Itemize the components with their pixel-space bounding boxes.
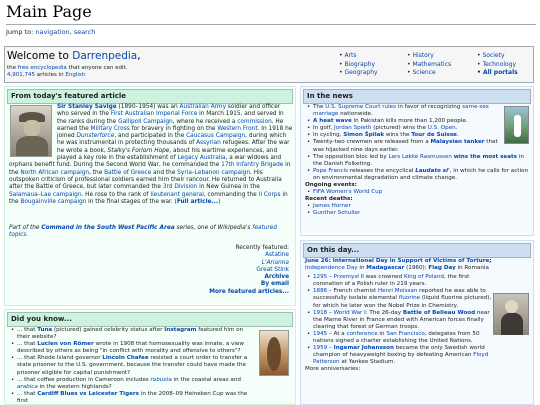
anniversary-text: , the first coronation of a Polish ruler in 219 years. [313, 274, 470, 288]
tfa-link[interactable]: Western Front [217, 125, 258, 132]
tfa-text: ) [218, 198, 221, 205]
tfa-text: . He rose to the rank of [81, 191, 151, 198]
news-text: that was hijacked nine days earlier. [313, 139, 498, 153]
news-text: . [456, 132, 459, 139]
tfa-link[interactable]: lieutenant general [150, 191, 204, 198]
recent-deaths: Recent deaths: [305, 196, 353, 203]
tfa-link[interactable]: commission [237, 118, 272, 125]
tfa-link[interactable]: Dunsterforce [76, 133, 115, 140]
tfa-text: , where he received a [172, 118, 238, 125]
did-you-know-content [9, 327, 257, 405]
stanley-savige-portrait[interactable] [10, 105, 52, 157]
death-link[interactable]: Gunther Schuller [313, 210, 361, 217]
tfa-text: , the [89, 169, 105, 176]
jump-search-link[interactable]: search [73, 28, 96, 36]
news-link[interactable]: Tour de Suisse [411, 132, 457, 139]
news-link[interactable]: Jordan Spieth [334, 125, 372, 132]
welcome-subtitle [7, 65, 127, 72]
anniversary-text: near the Marne River in France ended with American forces finally clearing that forest of German troops. [313, 309, 490, 330]
dyk-text: in the 2008–09 Heineken Cup was the first [17, 390, 248, 404]
news-item [305, 168, 531, 182]
anniversary-text: – [327, 274, 334, 281]
jump-navigation-link[interactable]: navigation [35, 28, 70, 36]
anniversary-text: was crowned [363, 274, 404, 281]
year-link[interactable]: 1959 [313, 345, 328, 352]
language-link[interactable]: English [65, 72, 86, 78]
welcome-sub-suffix: that anyone can edit. [66, 65, 128, 71]
anniversary-text: – French chemist [327, 288, 378, 295]
site-name-link[interactable]: Darrenpedia [72, 50, 138, 62]
tfa-link[interactable]: First Australian Imperial Force [110, 111, 198, 118]
in-the-news-heading: In the news [303, 89, 531, 104]
dyk-item [9, 327, 257, 341]
welcome-banner [4, 46, 534, 83]
on-this-day-box [300, 240, 534, 405]
anniversary-text: : The 26-day [365, 309, 403, 316]
on-this-day-heading: On this day... [303, 243, 531, 258]
year-link[interactable]: 1295 [313, 274, 328, 281]
news-text: The opposition bloc led by [313, 153, 389, 160]
tfa-link[interactable]: Battle of Greece [104, 169, 152, 176]
dyk-text: ... that [17, 390, 38, 397]
news-link[interactable]: U.S. Open [427, 125, 456, 132]
on-this-day-content [305, 258, 531, 374]
featured-series-link[interactable]: Command in the South West Pacific Area [41, 225, 175, 231]
dyk-text: in the western highlands? [37, 383, 112, 390]
welcome-suffix: , [137, 50, 141, 62]
portal-link-all-portals[interactable]: • All portals [477, 69, 518, 78]
portal-link-geography[interactable]: • Geography [339, 69, 378, 78]
tfa-text: and the [151, 169, 178, 176]
news-text: in the Danish Folketing. [313, 153, 524, 167]
tfa-link[interactable]: Legacy Australia [177, 155, 226, 162]
by-email-link[interactable]: By email [260, 281, 289, 288]
tfa-text: . His outspoken criticism of professional soldiers earned him their rancour. He returned to Australia after the Battle of Greece, but later commanded the [9, 169, 282, 191]
otd-text: in [357, 265, 367, 272]
observance-link[interactable]: Independence Day [305, 265, 358, 272]
news-text: . [455, 125, 458, 132]
dyk-text: ... that Rhode Island governor [17, 355, 103, 362]
anniversary-link[interactable]: King of Poland [403, 274, 444, 281]
tfa-text: in the [9, 162, 291, 176]
news-text: in Pakistan kills more than 1,200 people. [351, 118, 468, 125]
news-link[interactable]: same-sex marriage [313, 104, 489, 118]
article-count [7, 72, 85, 79]
anniversary-text: , delegates from 50 nations signed a charter establishing the United Nations. [313, 330, 480, 345]
anniversary-link[interactable]: conference [346, 330, 378, 337]
news-text: The [313, 104, 326, 110]
news-text: nationwide. [338, 111, 373, 118]
archive-link[interactable]: Archive [264, 274, 289, 281]
tfa-link[interactable]: Gallipoli Campaign [118, 118, 173, 125]
year-link[interactable]: 1918 [313, 309, 328, 316]
ongoing-events: Ongoing events: [305, 182, 357, 189]
portal-link-society[interactable]: • Society [477, 52, 518, 61]
otd-text: (1960); [404, 265, 429, 272]
anniversary-item [305, 331, 493, 345]
tfa-text: in the [9, 191, 288, 205]
recently-featured [209, 245, 289, 296]
tfa-foot-text: . [26, 232, 29, 239]
anniversary-text: in [377, 330, 387, 337]
list-item [305, 189, 531, 196]
country-link[interactable]: Madagascar [366, 265, 405, 272]
title-divider [6, 24, 536, 25]
anniversary-link[interactable]: Floyd Patterson [313, 352, 489, 366]
portal-link-science[interactable]: • Science [407, 69, 451, 78]
tfa-text: (1890–1954) was an [116, 104, 180, 110]
anniversary-link[interactable]: San Francisco [386, 330, 425, 337]
dyk-link[interactable]: Cardiff Blues vs Leicester Tigers [37, 390, 139, 397]
otd-text: in Romania [455, 265, 489, 272]
tfa-book-title: Stalky's Forlorn Hope [107, 147, 170, 154]
jump-links [6, 28, 95, 36]
portal-column-1 [339, 52, 378, 78]
recently-featured-label: Recently featured: [235, 245, 289, 251]
news-text: Twenty-two crewmen are released from a [313, 139, 431, 146]
tfa-link[interactable]: Australian Army [179, 104, 227, 110]
tfa-link[interactable]: North African campaign [20, 169, 90, 176]
anniversary-text: at Yankee Stadium. [339, 359, 396, 366]
featured-article-text [9, 104, 293, 206]
anniversary-link[interactable]: Ingemar Johansson [333, 345, 394, 352]
anniversaries-list [305, 274, 531, 366]
tfa-text: in the final stages of the war. ( [86, 198, 177, 205]
recent-article-link[interactable]: L'Arianna [261, 259, 289, 266]
anniversary-link[interactable]: Battle of Belleau Wood [402, 309, 476, 316]
did-you-know-box [4, 309, 296, 405]
tfa-link[interactable]: Caucasus Campaign [186, 133, 246, 140]
anniversary-link[interactable]: Przemysł II [333, 274, 364, 281]
tfa-text: , and participated in the [114, 133, 187, 140]
anniversary-item [305, 310, 493, 331]
portal-link-technology[interactable]: • Technology [477, 61, 518, 70]
dyk-link[interactable]: arabica [17, 383, 38, 390]
tfa-link[interactable]: Syria–Lebanon campaign [177, 169, 251, 176]
free-encyclopedia-link[interactable]: free encyclopedia [17, 65, 67, 71]
news-text: releases the encyclical [348, 167, 416, 174]
dyk-link[interactable]: Lucien von Römer [37, 341, 94, 348]
jump-label: Jump to: [6, 28, 36, 36]
list-item [305, 210, 531, 217]
dyk-text: ... that [17, 341, 38, 348]
news-text: wins the [384, 132, 412, 139]
page-title: Main Page [6, 2, 92, 21]
tfa-text: soldier and officer who served in the [57, 104, 281, 118]
ongoing-event-link[interactable]: FIFA Women's World Cup [313, 189, 383, 196]
portal-column-2 [407, 52, 451, 78]
news-item [305, 104, 531, 118]
tfa-link[interactable]: II Corps [258, 191, 281, 198]
featured-subject-link[interactable]: Sir Stanley Savige [57, 104, 117, 110]
news-item [305, 154, 531, 168]
more-anniversaries: More anniversaries: [305, 366, 361, 373]
recent-article-link[interactable]: Great Stink [256, 266, 289, 273]
dyk-text: featured him on their website? [17, 327, 244, 341]
article-count-link[interactable]: 4,901,745 [7, 72, 35, 78]
date-observances [305, 258, 531, 272]
tfa-foot-text: Part of the [9, 225, 42, 231]
featured-topic-note [9, 225, 293, 240]
jump-separator: , [69, 28, 74, 36]
news-text: In golf, [313, 125, 335, 132]
anniversary-item [305, 274, 493, 288]
anniversary-item [305, 345, 493, 366]
news-content [305, 104, 531, 218]
portal-link-mathematics[interactable]: • Mathematics [407, 61, 451, 70]
news-text: , in which he calls for action on environmental degradation and climate change. [313, 167, 529, 181]
anniversary-text: – At a [327, 330, 347, 337]
tfa-link[interactable]: 3rd Division [162, 184, 198, 191]
year-link[interactable]: 1886 [313, 288, 328, 295]
news-text: In cycling, [313, 132, 344, 139]
tfa-link[interactable]: Military Cross [90, 125, 130, 132]
dyk-item [9, 341, 257, 355]
featured-topics-link[interactable]: featured topics [9, 225, 278, 239]
tfa-link[interactable]: Salamaua–Lae campaign [9, 191, 82, 198]
tfa-text: . He earned the [57, 118, 284, 132]
tuna-dog-photo[interactable] [259, 330, 289, 376]
anniversary-link[interactable]: fluorine [398, 295, 421, 302]
tfa-text: for bravery in fighting on the [129, 125, 218, 132]
dyk-text: in the coastal areas and [171, 376, 241, 383]
dyk-text: (pictured) gained celebrity status after [52, 327, 165, 333]
portal-link-arts[interactable]: • Arts [339, 52, 378, 61]
anniversary-text: – [327, 345, 334, 352]
tfa-text: in March 1915, and served in the ranks during the [57, 111, 284, 125]
observance-link[interactable]: International Day in Support of Victims of Torture [332, 258, 490, 264]
tfa-text: . In 1918 he joined [57, 125, 293, 140]
anniversary-link[interactable]: Henri Moissan [377, 288, 418, 295]
news-link[interactable]: Lars Løkke Rasmussen [388, 153, 452, 160]
news-link[interactable]: U.S. Supreme Court rules [325, 104, 396, 110]
observance-link[interactable]: Flag Day [428, 265, 456, 272]
featured-article-box [4, 86, 296, 306]
dyk-item [9, 391, 257, 405]
welcome-title [7, 50, 141, 63]
tfa-link[interactable]: Assyrian [196, 140, 221, 147]
dyk-list [9, 327, 257, 405]
article-count-suffix: articles in [35, 72, 66, 78]
tfa-link[interactable]: Bougainville campaign [20, 198, 87, 205]
dyk-link[interactable]: Lincoln Chafee [102, 355, 149, 362]
news-item [305, 132, 531, 139]
dyk-text: wrote in 1908 that homosexuality was innate, a view described by others as being "in conflict with morality and offensive to others"? [17, 341, 244, 355]
death-link[interactable]: James Horner [313, 203, 351, 210]
dyk-item [9, 377, 257, 391]
recent-deaths-label: Recent deaths [305, 196, 351, 203]
in-the-news-box [300, 86, 534, 236]
portal-link-biography[interactable]: • Biography [339, 61, 378, 70]
otd-text: : [328, 258, 333, 264]
otd-text: ; [489, 258, 492, 264]
news-link[interactable]: A heat wave [313, 118, 352, 125]
welcome-prefix: Welcome to [7, 50, 73, 62]
news-link[interactable]: Laudato si' [415, 167, 450, 174]
news-item [305, 139, 531, 153]
did-you-know-heading: Did you know... [7, 312, 293, 327]
anniversary-text: reported he was able to successfully isolate elemental [313, 288, 486, 302]
news-link[interactable]: Pope Francis [313, 167, 348, 174]
tfa-text: in New Guinea in the [197, 184, 260, 191]
dyk-text: resisted a court order to transfer a state prisoner to the U.S. government, because the transfer could have made the prisoner eligible for capital punishment? [17, 355, 248, 376]
dyk-item [9, 355, 257, 376]
ongoing-events-label: Ongoing events [305, 182, 355, 189]
dyk-text: ... that [17, 327, 38, 333]
portal-column-3 [477, 52, 518, 78]
anniversary-link[interactable]: World War I [333, 309, 366, 316]
dyk-link[interactable]: Tuna [37, 327, 53, 333]
featured-article-heading: From today's featured article [7, 89, 293, 104]
ongoing-list [305, 189, 531, 196]
tfa-text: , about his wartime experiences, and played a key role in the establishment of [57, 147, 278, 162]
tfa-text: , commanding the [203, 191, 259, 198]
news-link[interactable]: Simon Špilak [343, 132, 385, 139]
tfa-text: refugees. After the war he wrote a book, [57, 140, 290, 154]
tfa-text: , a war widows and orphans benefit fund. During the Second World War, he commanded the [9, 155, 282, 169]
deaths-list [305, 203, 531, 217]
year-link[interactable]: 1945 [313, 330, 328, 337]
tfa-link[interactable]: 17th Infantry Brigade [221, 162, 284, 169]
anniversary-item [305, 288, 493, 309]
news-text: in favor of recognizing [396, 104, 463, 110]
recent-article-link[interactable]: Astatine [265, 252, 289, 259]
news-list [305, 104, 531, 182]
anniversary-text: became the only Swedish world champion of heavyweight boxing by defeating American [313, 345, 485, 359]
news-text: (pictured) wins the [371, 125, 428, 132]
news-link[interactable]: wins the most seats [453, 153, 517, 160]
anniversary-text: (liquid fluorine pictured), for which he later won the Nobel Prize in Chemistry. [313, 295, 492, 309]
portal-link-history[interactable]: • History [407, 52, 451, 61]
list-item [305, 203, 531, 210]
tfa-text: , during which he was instrumental in protecting thousands of [57, 133, 287, 147]
news-item [305, 118, 531, 125]
more-featured-articles-link[interactable]: More featured articles... [209, 288, 289, 295]
tfa-foot-text: series, one of Wikipedia's [174, 225, 253, 231]
date-link[interactable]: June 26 [305, 258, 329, 264]
dyk-link[interactable]: robusta [150, 376, 172, 383]
full-article-link[interactable]: Full article... [176, 198, 219, 205]
news-link[interactable]: Malaysian tanker [430, 139, 485, 146]
dyk-text: ... that coffee production in Cameroon includes [17, 376, 151, 383]
dyk-link[interactable]: Instagram [164, 327, 197, 333]
anniversary-text: – [327, 309, 334, 316]
welcome-sub-prefix: the [7, 65, 18, 71]
